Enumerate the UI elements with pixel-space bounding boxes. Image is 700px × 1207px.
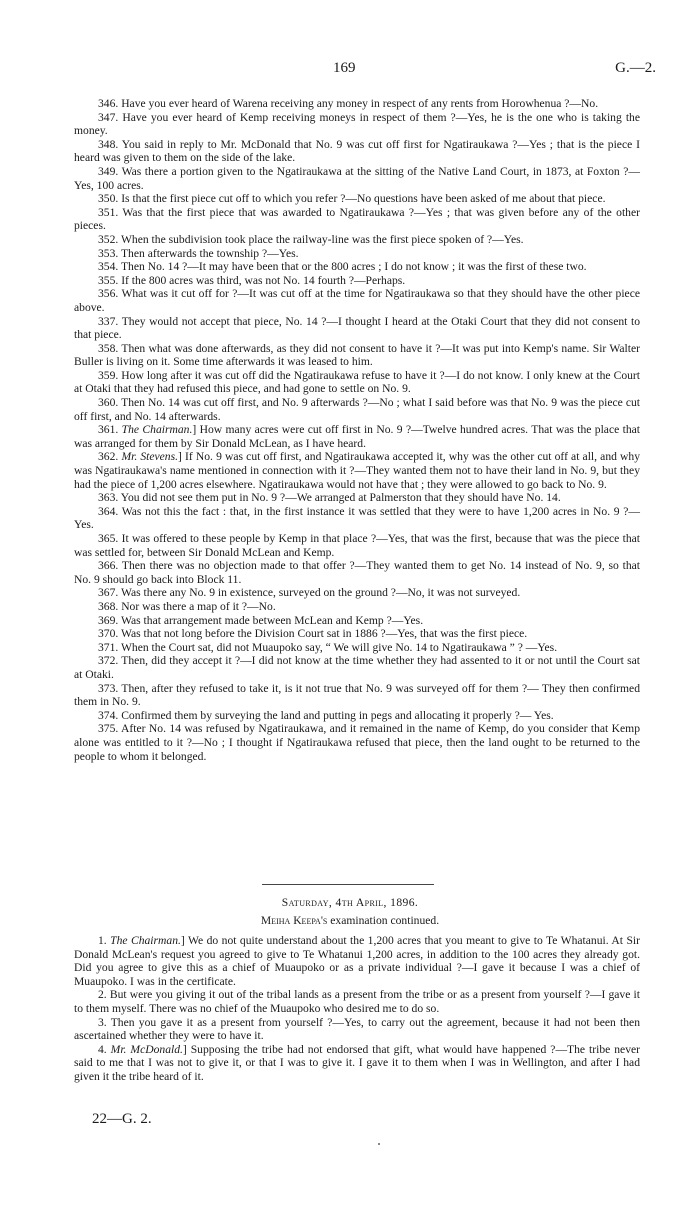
stray-mark: [378, 1143, 380, 1145]
paragraph-366: 366. Then there was no objection made to that offer ?—They wanted them to get No. 14 instead of No. 9, so that No. 9 should go back into Block 11.: [74, 559, 640, 586]
paragraph-2: 2. But were you giving it out of the tribal lands as a present from the tribe or as a present from yourself ?—I gave it to them myself. There was no chief of the Muaupoko who desired me to do so.: [74, 988, 640, 1015]
section-divider: [262, 884, 434, 885]
page-header: [0, 62, 700, 82]
paragraph-357: 337. They would not accept that piece, No. 14 ?—I thought I heard at the Otaki Court that they did not consent to that piece.: [74, 314, 640, 342]
paragraph-367: 367. Was there any No. 9 in existence, surveyed on the ground ?—No, it was not surveyed.: [98, 586, 521, 600]
paragraph-370: 370. Was that not long before the Division Court sat in 1886 ?—Yes, that was the first piece.: [98, 627, 528, 641]
paragraph-358: 358. Then what was done afterwards, as they did not consent to have it ?—It was put into Kemp's name. Sir Walter Buller is living on it. Some time afterwards it was leased to him.: [74, 341, 640, 369]
paragraph-368: 368. Nor was there a map of it ?—No.: [98, 599, 276, 613]
paragraph-346: 346. Have you ever heard of Warena receiving any money in respect of any rents from Horowhenua ?—No.: [98, 97, 599, 110]
paragraph-4: 4. Mr. McDonald.] Supposing the tribe had not endorsed that gift, what would have happened ?—The tribe never said to me that I was not to give it, or that I was to give it. I gave it to them when I was in Wellington, and after I had given it the tribe heard of it.: [74, 1042, 640, 1083]
paragraph-361: 361. The Chairman.] How many acres were cut off first in No. 9 ?—Twelve hundred acres. That was the place that was arranged for them by Sir Donald McLean, as I have heard.: [74, 423, 641, 450]
paragraph-354: 354. Then No. 14 ?—It may have been that or the 800 acres ; I do not know ; it was the first of these two.: [98, 260, 587, 274]
paragraph-351: 351. Was that the first piece that was awarded to Ngatiraukawa ?—Yes ; that was given before any of the other pieces.: [74, 205, 640, 233]
paragraph-375: 375. After No. 14 was refused by Ngatiraukawa, and it remained in the name of Kemp, do you consider that Kemp alone was entitled to it ?—No ; I thought if Ngatiraukawa refused that piece, then the land ought to be returned to the people to whom it belonged.: [74, 722, 640, 763]
paragraph-371: 371. When the Court sat, did not Muaupoko say, “ We will give No. 14 to Ngatiraukawa ” ? —Yes.: [98, 640, 558, 654]
signature-mark: 22—G. 2.: [92, 1111, 152, 1127]
paragraph-3: 3. Then you gave it as a present from yourself ?—Yes, to carry out the agreement, because it had not been then ascertained whether they were to have it.: [74, 1015, 640, 1043]
paragraph-360: 360. Then No. 14 was cut off first, and No. 9 afterwards ?—No ; what I said before was that No. 9 was the piece cut off first, and No. 14 afterwards.: [74, 396, 640, 423]
paragraph-362: 362. Mr. Stevens.] If No. 9 was cut off first, and Ngatiraukawa accepted it, why was the other cut off at all, and why was Ngatiraukawa's name mentioned in connection with it ?—They wanted them not to have their land in No. 9, but they had the piece of 1,200 acres elsewhere. Ngatiraukawa would not have that ; they were allowed to go back to No. 9.: [74, 450, 641, 491]
paragraph-359: 359. How long after it was cut off did the Ngatiraukawa refuse to have it ?—I do not know. I only knew at the Court at Otaki that they had refused this piece, and had gone to settle on No. 9.: [74, 368, 640, 396]
examinee-name: Meiha Keepa's: [260, 914, 328, 927]
examination-heading: [0, 914, 700, 928]
page-number: 169: [333, 60, 356, 76]
paragraph-353: 353. Then afterwards the township ?—Yes.: [98, 246, 299, 260]
paragraph-347: 347. Have you ever heard of Kemp receiving moneys in respect of them ?—Yes, he is the one who is taking the money.: [74, 110, 640, 138]
paragraph-372: 372. Then, did they accept it ?—I did not know at the time whether they had assented to it or not until the Court sat at Otaki.: [74, 654, 640, 681]
paragraph-363: 363. You did not see them put in No. 9 ?—We arranged at Palmerston that they should have No. 14.: [98, 491, 561, 505]
examination-body: [74, 934, 640, 1084]
paragraph-349: 349. Was there a portion given to the Ngatiraukawa at the sitting of the Native Land Court, in 1873, at Foxton ?—Yes, 100 acres.: [74, 164, 640, 192]
paragraph-355: 355. If the 800 acres was third, was not No. 14 fourth ?—Perhaps.: [98, 273, 406, 287]
paragraph-374: 374. Confirmed them by surveying the land and putting in pegs and allocating it properly ?— Yes.: [98, 708, 554, 722]
testimony-body: [74, 97, 640, 763]
paragraph-365: 365. It was offered to these people by Kemp in that place ?—Yes, that was the first, because that was the piece that was settled for, between Sir Donald McLean and Kemp.: [74, 532, 640, 559]
section-date: Saturday, 4th April, 1896.: [281, 896, 419, 909]
examination-heading-rest: examination continued.: [327, 914, 440, 927]
paragraph-348: 348. You said in reply to Mr. McDonald that No. 9 was cut off first for Ngatiraukawa ?—Yes ; that is the piece I heard was given to them on the side of the lake.: [74, 137, 640, 165]
paragraph-352: 352. When the subdivision took place the railway-line was the first piece spoken of ?—Yes.: [98, 232, 524, 246]
paragraph-364: 364. Was not this the fact : that, in the first instance it was settled that they were to have 1,200 acres in No. 9 ?—Yes.: [74, 504, 640, 532]
paragraph-373: 373. Then, after they refused to take it, is it not true that No. 9 was surveyed off for them ?— They then confirmed them in No. 9.: [74, 681, 640, 709]
paragraph-369: 369. Was that arrangement made between McLean and Kemp ?—Yes.: [98, 613, 424, 627]
document-reference: G.—2.: [615, 60, 656, 76]
paragraph-1: 1. The Chairman.] We do not quite understand about the 1,200 acres that you meant to give to Te Whatanui. At Sir Donald McLean's request you agreed to give to Te Whatanui 1,200 acres, in addition to the 100 acres they already got. Did you agree to give this as a chief of Muaupoko or as a private individual ?—I gave it because I was a chief of Muaupoko. I was in the certificate.: [74, 934, 640, 988]
paragraph-350: 350. Is that the first piece cut off to which you refer ?—No questions have been asked of me about that piece.: [98, 192, 606, 206]
paragraph-356: 356. What was it cut off for ?—It was cut off at the time for Ngatiraukawa so that they should have the other piece above.: [74, 287, 640, 314]
